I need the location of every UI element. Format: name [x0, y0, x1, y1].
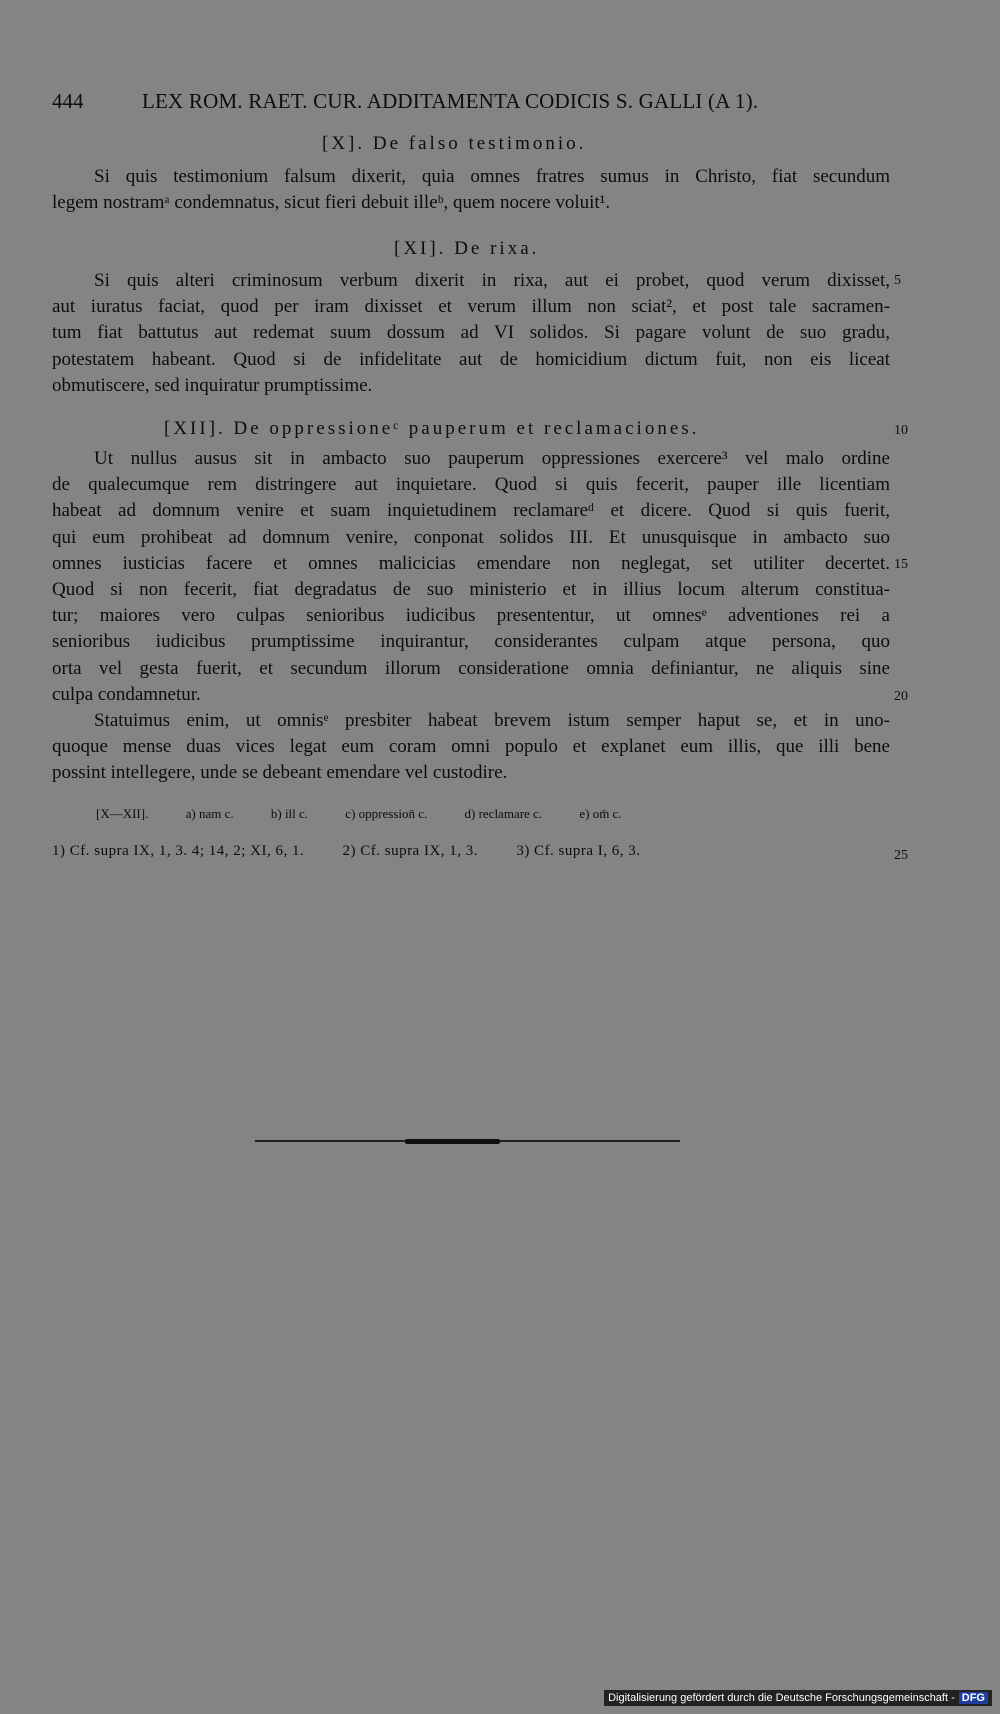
dfg-logo: DFG — [959, 1692, 988, 1704]
text-line: Ut nullus ausus sit in ambacto suo pauperum oppressiones exercere³ vel malo ordine — [94, 448, 890, 469]
apparatus-note-b: b) ill c. — [270, 806, 309, 821]
text-line: tum fiat battutus aut redemat suum dossum ad VI solidos. Si pagare volunt de suo gradu, — [52, 322, 890, 344]
text-line: Si quis alteri criminosum verbum dixerit in rixa, aut ei probet, quod verum dixisset, — [94, 270, 890, 291]
line-number-25: 25 — [894, 848, 908, 863]
apparatus-label: [X—XII]. — [96, 806, 149, 821]
footnote-1: 1) Cf. supra IX, 1, 3. 4; 14, 2; XI, 6, 1. — [52, 843, 305, 859]
page-number: 444 — [52, 89, 84, 113]
digitization-footer — [604, 1690, 992, 1706]
line-number-5: 5 — [894, 273, 901, 288]
text-line: tur; maiores vero culpas senioribus iudicibus presententur, ut omnesᵉ adventiones rei a — [52, 605, 890, 627]
text-line: legem nostramᵃ condemnatus, sicut fieri debuit illeᵇ, quem nocere voluit¹. — [52, 192, 611, 214]
section-title-x: [X]. De falso testimonio. — [322, 133, 587, 154]
apparatus-note-a: a) nam c. — [185, 806, 234, 821]
footnote-references — [52, 843, 675, 860]
text-line: senioribus iudicibus prumptissime inquirantur, considerantes culpam atque persona, quo — [52, 631, 890, 653]
critical-apparatus — [96, 806, 656, 822]
paragraph-xi — [52, 268, 890, 399]
apparatus-note-c: c) oppression̄ c. — [345, 806, 428, 821]
text-line: aut iuratus faciat, quod per iram dixisset et verum illum non sciat², et post tale sacramen- — [52, 296, 890, 318]
end-rule-divider — [255, 1140, 680, 1142]
text-line: possint intellegere, unde se debeant emendare vel custodire. — [52, 762, 508, 784]
text-line: orta vel gesta fuerit, et secundum illorum consideratione omnia definiantur, ne aliquis sine — [52, 657, 890, 679]
section-title-xii: [XII]. De oppressioneᶜ pauperum et reclamaciones. — [164, 418, 700, 439]
line-number-10: 10 — [894, 423, 908, 438]
section-title-xi: [XI]. De rixa. — [394, 238, 540, 259]
apparatus-note-e: e) om̄ c. — [579, 806, 622, 821]
text-line: omnes iusticias facere et omnes malicicias emendare non neglegat, set utiliter decertet. — [52, 552, 890, 574]
line-number-20: 20 — [894, 689, 908, 704]
text-line: Si quis testimonium falsum dixerit, quia omnes fratres sumus in Christo, fiat secundum — [94, 166, 890, 187]
text-line: qui eum prohibeat ad domnum venire, conponat solidos III. Et unusquisque in ambacto suo — [52, 526, 890, 548]
text-line: obmutiscere, sed inquiratur prumptissime. — [52, 374, 373, 396]
footnote-3: 3) Cf. supra I, 6, 3. — [516, 843, 641, 859]
text-line: Statuimus enim, ut omnisᵉ presbiter habeat brevem istum semper haput se, et in uno- — [94, 709, 890, 731]
text-line: Quod si non fecerit, fiat degradatus de suo ministerio et in illius locum alterum constitua- — [52, 578, 890, 600]
line-number-15: 15 — [894, 557, 908, 572]
footer-text: Digitalisierung gefördert durch die Deutsche Forschungsgemeinschaft - — [608, 1692, 955, 1704]
running-title: LEX ROM. RAET. CUR. ADDITAMENTA CODICIS S. GALLI (A 1). — [142, 89, 759, 113]
text-line: habeat ad domnum venire et suam inquietudinem reclamareᵈ et dicere. Quod si quis fuerit, — [52, 500, 890, 522]
paragraph-xii — [52, 446, 890, 786]
apparatus-note-d: d) reclamare c. — [464, 806, 543, 821]
footnote-2: 2) Cf. supra IX, 1, 3. — [342, 843, 479, 859]
text-line: culpa condamnetur. — [52, 683, 201, 705]
text-line: de qualecumque rem distringere aut inquietare. Quod si quis fecerit, pauper ille licentiam — [52, 474, 890, 496]
text-line: quoque mense duas vices legat eum coram omni populo et explanet eum illis, que illi bene — [52, 736, 890, 758]
paragraph-x — [52, 164, 890, 216]
text-line: potestatem habeant. Quod si de infidelitate aut de homicidium dictum fuit, non eis liceat — [52, 348, 890, 370]
